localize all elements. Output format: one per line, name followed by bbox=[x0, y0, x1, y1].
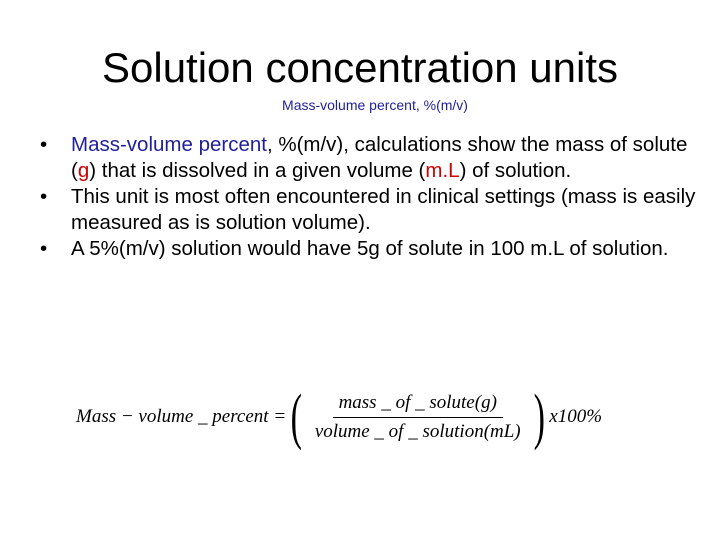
bullet-item bbox=[40, 132, 710, 184]
bullet-list bbox=[40, 132, 710, 262]
bullet-text-part: ) that is dissolved in a given volume ( bbox=[89, 159, 426, 182]
formula-denominator: volume _ of _ solution(mL) bbox=[314, 420, 521, 442]
bullet-text-part: Mass-volume percent bbox=[71, 133, 267, 156]
bullet-text-part: m.L bbox=[425, 159, 460, 182]
bullet-text-part: A 5%(m/v) solution would have 5g of solute in 100 m.L of solution. bbox=[71, 237, 669, 260]
bullet-text-part: , %(m/v), calculations show the mass of solute ( bbox=[71, 133, 688, 182]
slide-subtitle: Mass-volume percent, %(m/v) bbox=[282, 97, 468, 113]
mass-volume-percent-formula bbox=[76, 382, 602, 452]
right-paren-icon: ) bbox=[533, 383, 545, 451]
left-paren-icon: ( bbox=[290, 383, 303, 451]
bullet-text-part: g bbox=[77, 159, 90, 182]
slide-title: Solution concentration units bbox=[102, 44, 618, 91]
formula-numerator: mass _ of _ solute(g) bbox=[333, 392, 503, 418]
bullet-text-part: ) of solution. bbox=[459, 159, 572, 182]
bullet-item bbox=[40, 236, 710, 262]
bullet-item bbox=[40, 184, 710, 236]
formula-suffix: x100% bbox=[549, 406, 603, 427]
formula-lhs: Mass − volume _ percent = bbox=[76, 406, 287, 427]
formula-fraction bbox=[309, 392, 527, 443]
bullet-dot-icon: • bbox=[40, 185, 48, 208]
bullet-text-part: This unit is most often encountered in clinical settings (mass is easily measured as is solution volume). bbox=[71, 185, 696, 234]
bullet-dot-icon: • bbox=[40, 237, 48, 260]
bullet-dot-icon: • bbox=[40, 133, 48, 156]
